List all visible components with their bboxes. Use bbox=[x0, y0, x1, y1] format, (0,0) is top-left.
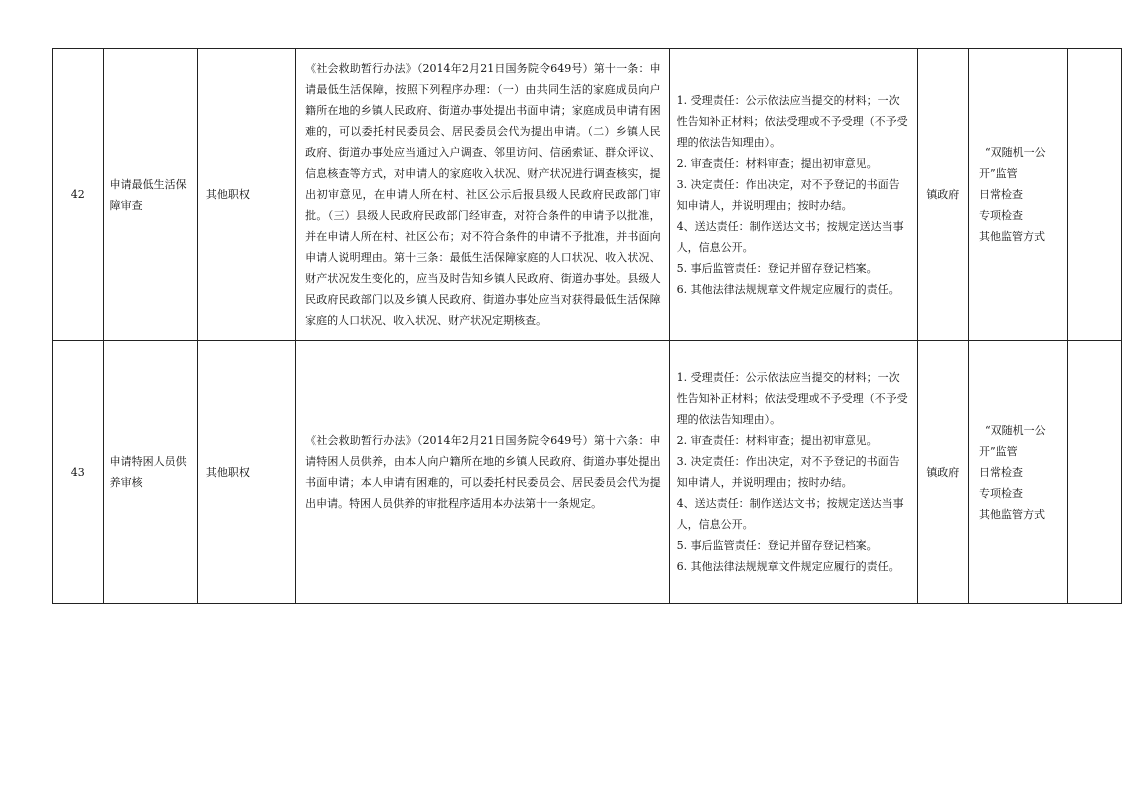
legal-basis: 《社会救助暂行办法》（2014年2月21日国务院令649号）第十一条：申请最低生活保障，按照下列程序办理：（一）由共同生活的家庭成员向户籍所在地的乡镇人民政府、街道办事处提出书面申请；家庭成员申请有困难的，可以委托村民委员会、居民委员会代为提出申请。（二）乡镇人民政府、街道办事处应当通过入户调查、邻里访问、信函索证、群众评议、信息核查等方式，对申请人的家庭收入状况、财产状况进行调查核实，提出初审意见，在申请人所在村、社区公示后报县级人民政府民政部门审批。（三）县级人民政府民政部门经审查，对符合条件的申请予以批准，并在申请人所在村、社区公布；对不符合条件的申请不予批准，并书面向申请人说明理由。第十三条：最低生活保障家庭的人口状况、收入状况、财产状况发生变化的，应当及时告知乡镇人民政府、街道办事处。县级人民政府民政部门以及乡镇人民政府、街道办事处应当对获得最低生活保障家庭的人口状况、收入状况、财产状况定期核查。 bbox=[296, 49, 669, 341]
power-type: 其他职权 bbox=[197, 341, 295, 604]
supervision-method: 专项检查 bbox=[979, 209, 1024, 222]
supervision-method: 日常检查 bbox=[979, 465, 1024, 479]
responsibility-item: 5. 事后监管责任：登记并留存登记档案。 bbox=[676, 261, 878, 275]
power-list-table bbox=[52, 48, 1122, 604]
note-cell bbox=[1068, 49, 1122, 341]
responsibility-item: 2. 审查责任：材料审查；提出初审意见。 bbox=[676, 156, 878, 170]
supervision-method: 日常检查 bbox=[979, 188, 1024, 201]
responsibilities-cell bbox=[669, 49, 917, 341]
responsibility-item: 3. 决定责任：作出决定，对不予登记的书面告知申请人，并说明理由；按时办结。 bbox=[676, 177, 900, 212]
supervision-method: 其他监管方式 bbox=[979, 230, 1046, 243]
responsibility-item: 1. 受理责任：公示依法应当提交的材料；一次性告知补正材料；依法受理或不予受理（不予受理的依法告知理由）。 bbox=[676, 93, 908, 149]
responsibility-item: 3. 决定责任：作出决定，对不予登记的书面告知申请人，并说明理由；按时办结。 bbox=[676, 455, 900, 489]
supervision-method: “双随机一公开”监管 bbox=[979, 146, 1046, 180]
responsible-department: 镇政府 bbox=[917, 49, 968, 341]
row-number: 42 bbox=[53, 49, 104, 341]
responsibility-item: 5. 事后监管责任：登记并留存登记档案。 bbox=[676, 539, 878, 552]
table-row bbox=[53, 49, 1122, 341]
supervision-methods-cell bbox=[969, 49, 1068, 341]
responsibility-item: 1. 受理责任：公示依法应当提交的材料；一次性告知补正材料；依法受理或不予受理（不予受理的依法告知理由）。 bbox=[676, 371, 908, 426]
responsibility-item: 6. 其他法律法规规章文件规定应履行的责任。 bbox=[676, 282, 900, 296]
supervision-method: 专项检查 bbox=[979, 486, 1024, 500]
responsibility-item: 4、送达责任：制作送达文书；按规定送达当事人，信息公开。 bbox=[676, 219, 904, 254]
responsibility-item: 6. 其他法律法规规章文件规定应履行的责任。 bbox=[676, 560, 900, 573]
responsibilities-cell bbox=[669, 341, 917, 604]
responsible-department: 镇政府 bbox=[917, 341, 968, 604]
power-type: 其他职权 bbox=[197, 49, 295, 341]
responsibility-item: 4、送达责任：制作送达文书；按规定送达当事人，信息公开。 bbox=[676, 497, 904, 531]
note-cell bbox=[1068, 341, 1122, 604]
item-name: 申请特困人员供养审核 bbox=[103, 341, 197, 604]
item-name: 申请最低生活保障审查 bbox=[103, 49, 197, 341]
legal-basis: 《社会救助暂行办法》（2014年2月21日国务院令649号）第十六条：申请特困人员供养，由本人向户籍所在地的乡镇人民政府、街道办事处提出书面申请；本人申请有困难的，可以委托村民委员会、居民委员会代为提出申请。特困人员供养的审批程序适用本办法第十一条规定。 bbox=[296, 341, 669, 604]
responsibility-item: 2. 审查责任：材料审查；提出初审意见。 bbox=[676, 434, 878, 447]
table-row bbox=[53, 341, 1122, 604]
supervision-methods-cell bbox=[969, 341, 1068, 604]
supervision-method: “双随机一公开”监管 bbox=[979, 423, 1046, 458]
supervision-method: 其他监管方式 bbox=[979, 507, 1046, 521]
row-number: 43 bbox=[53, 341, 104, 604]
